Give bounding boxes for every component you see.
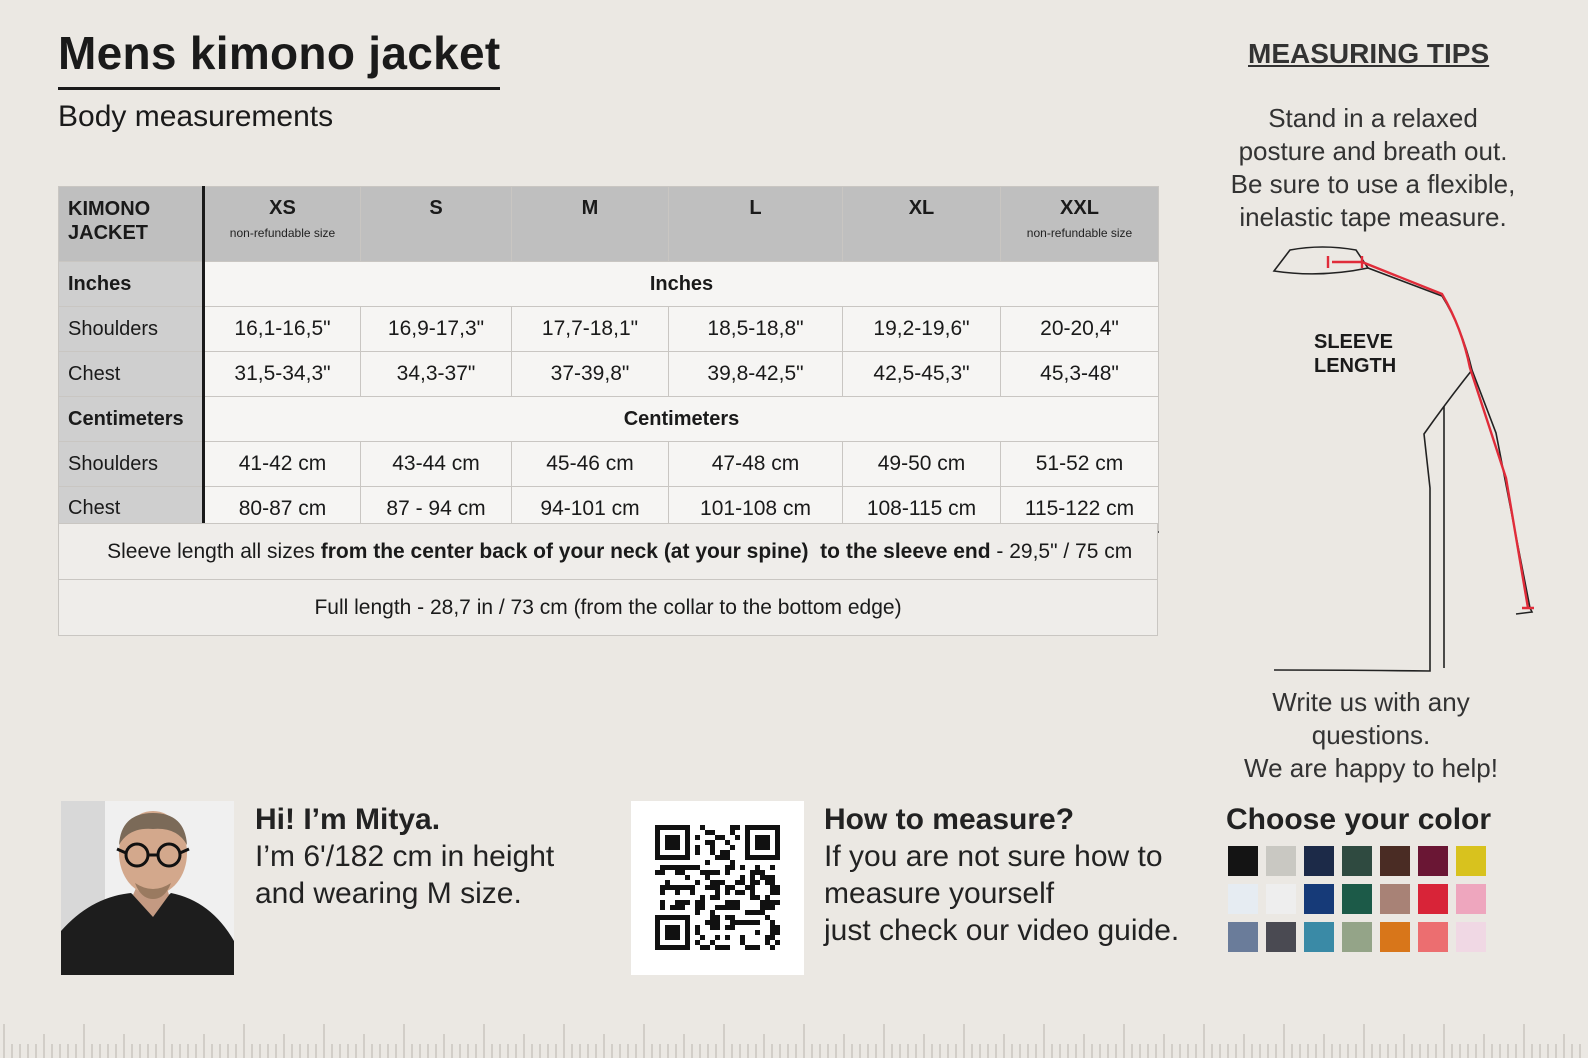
color-swatch[interactable]: [1304, 922, 1334, 952]
tips-line: posture and breath out.: [1238, 136, 1508, 166]
table-cell: 43-44 cm: [361, 442, 512, 487]
table-cell: 31,5-34,3": [204, 352, 361, 397]
size-label: XXL: [1060, 197, 1099, 219]
color-swatch[interactable]: [1380, 846, 1410, 876]
sleeve-label-line: LENGTH: [1314, 355, 1397, 377]
color-swatch[interactable]: [1342, 922, 1372, 952]
size-header-xs: [204, 187, 361, 262]
size-note: non-refundable size: [229, 226, 336, 240]
how-line: If you are not sure how to: [824, 840, 1163, 873]
section-row-inches: [59, 262, 1159, 307]
row-label: Chest: [59, 352, 204, 397]
tips-line: Stand in a relaxed: [1268, 103, 1478, 133]
color-swatch[interactable]: [1304, 884, 1334, 914]
color-swatch[interactable]: [1456, 846, 1486, 876]
table-cell: 80-87 cm: [204, 487, 361, 532]
table-row: [59, 307, 1159, 352]
video-guide-qr-code[interactable]: [631, 801, 804, 975]
table-cell: 39,8-42,5": [669, 352, 843, 397]
table-cell: 37-39,8": [512, 352, 669, 397]
table-cell: 20-20,4": [1001, 307, 1159, 352]
color-swatch[interactable]: [1456, 884, 1486, 914]
size-chart-table: [58, 186, 1159, 533]
size-label: M: [581, 197, 599, 219]
table-row: [59, 442, 1159, 487]
table-cell: 51-52 cm: [1001, 442, 1159, 487]
section-title: Centimeters: [204, 397, 1159, 442]
color-swatch[interactable]: [1266, 922, 1296, 952]
tape-measure-ruler: [0, 998, 1588, 1058]
table-cell: 42,5-45,3": [843, 352, 1001, 397]
row-label: Inches: [59, 262, 204, 307]
intro-line: I’m 6'/182 cm in height: [255, 840, 555, 873]
write-line: questions.: [1311, 720, 1431, 750]
title-underline: [58, 87, 500, 90]
corner-line-2: JACKET: [68, 222, 149, 244]
table-cell: 87 - 94 cm: [361, 487, 512, 532]
size-header-xxl: [1001, 187, 1159, 262]
how-line: measure yourself: [824, 877, 1055, 910]
sleeve-note-suffix: - 29,5" / 75 cm: [990, 539, 1133, 563]
color-swatch[interactable]: [1228, 922, 1258, 952]
row-label: Centimeters: [59, 397, 204, 442]
size-header-m: [512, 187, 669, 262]
table-cell: 19,2-19,6": [843, 307, 1001, 352]
table-cell: 16,9-17,3": [361, 307, 512, 352]
sleeve-label-line: SLEEVE: [1314, 331, 1393, 353]
sleeve-length-label: [1314, 330, 1396, 378]
tips-line: Be sure to use a flexible,: [1230, 169, 1516, 199]
intro-title: Hi! I’m Mitya.: [255, 803, 441, 836]
color-swatch[interactable]: [1380, 922, 1410, 952]
size-label: XS: [269, 197, 296, 219]
full-length-note: Full length - 28,7 in / 73 cm (from the collar to the bottom edge): [58, 579, 1158, 636]
model-photo: [61, 801, 234, 975]
size-note: non-refundable size: [1026, 226, 1133, 240]
color-swatch[interactable]: [1418, 884, 1448, 914]
color-swatch[interactable]: [1418, 922, 1448, 952]
corner-line-1: KIMONO: [68, 198, 151, 220]
sleeve-length-note: [58, 523, 1158, 580]
color-swatch[interactable]: [1342, 846, 1372, 876]
color-swatch[interactable]: [1304, 846, 1334, 876]
section-row-centimeters: [59, 397, 1159, 442]
color-swatch[interactable]: [1228, 846, 1258, 876]
how-to-measure-title: How to measure?: [824, 803, 1075, 836]
color-swatch[interactable]: [1342, 884, 1372, 914]
size-header-s: [361, 187, 512, 262]
how-to-measure-text: [824, 838, 1179, 949]
measuring-tips-title: MEASURING TIPS: [1248, 38, 1490, 69]
color-swatch[interactable]: [1266, 884, 1296, 914]
collar-outline: [1274, 247, 1368, 274]
table-cell: 108-115 cm: [843, 487, 1001, 532]
size-label: S: [429, 197, 443, 219]
row-label: Chest: [59, 487, 204, 532]
tips-line: inelastic tape measure.: [1239, 202, 1507, 232]
size-label: L: [749, 197, 762, 219]
write-us-text: [1220, 686, 1522, 785]
write-line: We are happy to help!: [1244, 753, 1498, 783]
table-cell: 45-46 cm: [512, 442, 669, 487]
sleeve-outline: [1368, 268, 1532, 614]
section-title: Inches: [204, 262, 1159, 307]
size-header-xl: [843, 187, 1001, 262]
color-swatch-grid: [1228, 846, 1486, 952]
row-label: Shoulders: [59, 442, 204, 487]
color-swatch[interactable]: [1380, 884, 1410, 914]
table-cell: 45,3-48": [1001, 352, 1159, 397]
color-swatch[interactable]: [1418, 846, 1448, 876]
table-cell: 41-42 cm: [204, 442, 361, 487]
color-swatch[interactable]: [1266, 846, 1296, 876]
body-outline: [1274, 370, 1472, 671]
table-cell: 49-50 cm: [843, 442, 1001, 487]
table-row: [59, 352, 1159, 397]
sleeve-note-bold: from the center back of your neck (at your spine) to the sleeve end: [320, 539, 991, 563]
table-cell: 101-108 cm: [669, 487, 843, 532]
page-title: Mens kimono jacket: [58, 27, 501, 79]
sleeve-measure-line: [1328, 256, 1534, 608]
size-label: XL: [908, 197, 935, 219]
page-subtitle: Body measurements: [58, 100, 334, 133]
color-swatch[interactable]: [1228, 884, 1258, 914]
intro-line: and wearing M size.: [255, 877, 522, 910]
color-swatch[interactable]: [1456, 922, 1486, 952]
measuring-tips-text: [1208, 102, 1538, 234]
choose-color-title: Choose your color: [1226, 803, 1492, 836]
table-cell: 16,1-16,5": [204, 307, 361, 352]
how-line: just check our video guide.: [824, 914, 1180, 947]
table-cell: 115-122 cm: [1001, 487, 1159, 532]
row-label: Shoulders: [59, 307, 204, 352]
sleeve-note-prefix: Sleeve length all sizes: [107, 539, 321, 563]
table-cell: 94-101 cm: [512, 487, 669, 532]
table-cell: 47-48 cm: [669, 442, 843, 487]
table-cell: 34,3-37": [361, 352, 512, 397]
table-cell: 18,5-18,8": [669, 307, 843, 352]
qr-code-icon: [631, 801, 804, 975]
write-line: Write us with any: [1272, 687, 1470, 717]
size-header-l: [669, 187, 843, 262]
intro-text: [255, 838, 554, 912]
jacket-sleeve-diagram: [1262, 238, 1562, 678]
table-corner-label: [59, 187, 204, 262]
table-cell: 17,7-18,1": [512, 307, 669, 352]
